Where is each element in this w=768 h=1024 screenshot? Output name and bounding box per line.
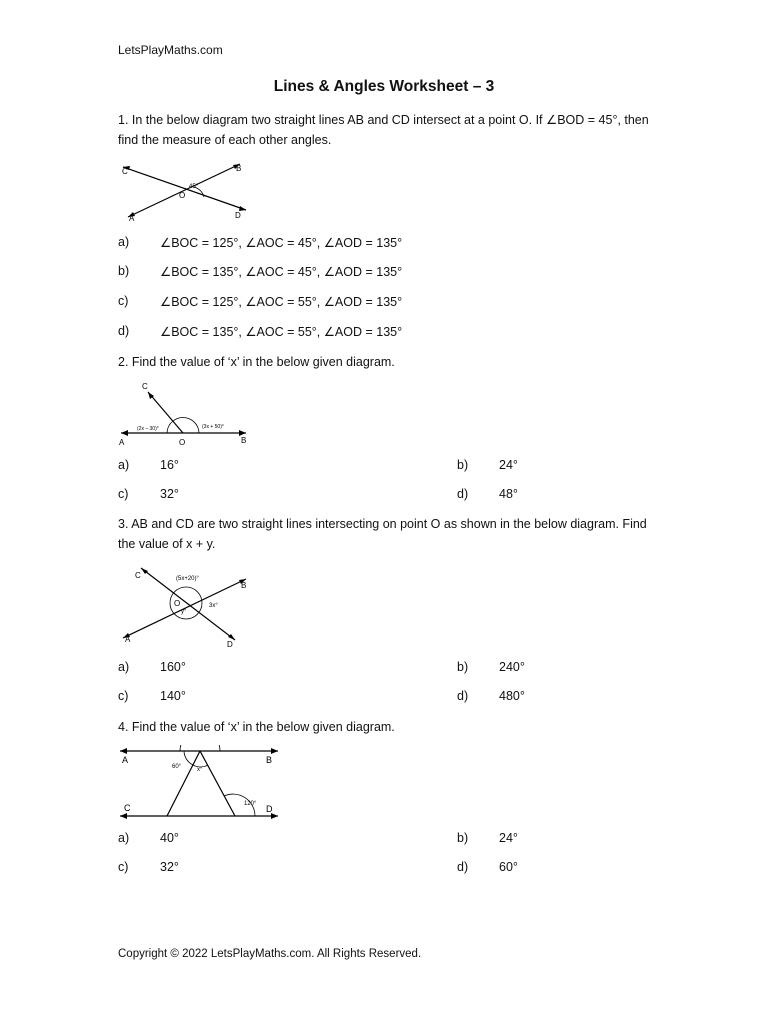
copyright-footer: Copyright © 2022 LetsPlayMaths.com. All Rights Reserved. — [118, 948, 422, 960]
q4-option-b[interactable]: 24° — [499, 831, 518, 845]
worksheet-title: Lines & Angles Worksheet – 3 — [273, 78, 495, 95]
q4-option-c-letter: c) — [118, 860, 129, 874]
q4-option-d-letter: d) — [457, 860, 469, 874]
q2-label-b: B — [241, 436, 247, 445]
q4-angle-60: 60° — [172, 764, 182, 770]
q3-angle-right: 3x° — [209, 603, 218, 609]
q3-option-d[interactable]: 480° — [499, 689, 525, 703]
q2-option-c-letter: c) — [118, 487, 129, 501]
q1-option-c[interactable]: ∠BOC = 125°, ∠AOC = 55°, ∠AOD = 135° — [160, 295, 403, 309]
question-4-diagram — [118, 745, 283, 823]
q3-option-a-letter: a) — [118, 660, 130, 674]
q2-option-d-letter: d) — [457, 487, 469, 501]
q1-label-b: B — [236, 164, 242, 173]
q1-option-d-letter: d) — [118, 324, 130, 338]
site-name: LetsPlayMaths.com — [118, 43, 223, 57]
q2-angle-right: (3x + 50)° — [202, 424, 224, 430]
q2-option-b[interactable]: 24° — [499, 458, 518, 472]
q2-option-a-letter: a) — [118, 458, 130, 472]
q3-option-d-letter: d) — [457, 689, 469, 703]
q1-angle-label: 45° — [189, 184, 199, 190]
q2-option-a[interactable]: 16° — [160, 458, 179, 472]
q4-option-c[interactable]: 32° — [160, 860, 179, 874]
q4-label-c: C — [124, 803, 131, 813]
question-3-diagram — [118, 562, 253, 650]
q3-label-b: B — [241, 581, 247, 590]
q4-option-a[interactable]: 40° — [160, 831, 179, 845]
q3-option-a[interactable]: 160° — [160, 660, 186, 674]
question-4-text: 4. Find the value of ‘x’ in the below given diagram. — [118, 720, 395, 734]
q1-label-c: C — [122, 167, 128, 176]
q4-label-b: B — [266, 755, 273, 765]
q1-option-a-letter: a) — [118, 235, 130, 249]
question-1-diagram — [118, 155, 253, 225]
q1-option-d[interactable]: ∠BOC = 135°, ∠AOC = 55°, ∠AOD = 135° — [160, 325, 403, 339]
q1-label-o: O — [179, 191, 186, 200]
q3-label-d: D — [227, 640, 233, 649]
question-2-text: 2. Find the value of ‘x’ in the below given diagram. — [118, 355, 395, 369]
question-1-text: 1. In the below diagram two straight lines AB and CD intersect at a point O. If ∠BOD = 45°, then find the measure of each other angles. — [118, 113, 649, 147]
q1-option-a[interactable]: ∠BOC = 125°, ∠AOC = 45°, ∠AOD = 135° — [160, 236, 403, 250]
q4-label-d: D — [266, 804, 273, 814]
q4-option-b-letter: b) — [457, 831, 469, 845]
q2-label-a: A — [119, 438, 125, 447]
q2-label-o: O — [179, 438, 186, 447]
q3-angle-top: (5x+20)° — [176, 576, 199, 582]
q1-label-d: D — [235, 211, 241, 220]
q3-label-o: O — [174, 599, 181, 608]
q1-label-a: A — [129, 214, 135, 223]
q1-option-b-letter: b) — [118, 264, 130, 278]
q2-option-c[interactable]: 32° — [160, 487, 179, 501]
q4-angle-120: 120° — [244, 801, 257, 807]
q3-option-b[interactable]: 240° — [499, 660, 525, 674]
q2-option-b-letter: b) — [457, 458, 469, 472]
q2-label-c: C — [142, 382, 148, 391]
q3-option-c-letter: c) — [118, 689, 129, 703]
q4-option-d[interactable]: 60° — [499, 860, 518, 874]
q1-option-c-letter: c) — [118, 294, 129, 308]
q3-angle-bottom: y° — [181, 609, 187, 615]
question-3-text: 3. AB and CD are two straight lines intersecting on point O as shown in the below diagram. Find the value of x + y. — [118, 517, 647, 551]
q3-label-c: C — [135, 571, 141, 580]
q4-angle-x: x° — [197, 767, 203, 773]
q4-label-a: A — [122, 755, 129, 765]
question-2-diagram — [118, 380, 253, 448]
q3-label-a: A — [125, 635, 131, 644]
q1-option-b[interactable]: ∠BOC = 135°, ∠AOC = 45°, ∠AOD = 135° — [160, 265, 403, 279]
q4-option-a-letter: a) — [118, 831, 130, 845]
q2-option-d[interactable]: 48° — [499, 487, 518, 501]
q2-angle-left: (2x – 30)° — [137, 426, 159, 432]
q3-option-c[interactable]: 140° — [160, 689, 186, 703]
q3-option-b-letter: b) — [457, 660, 469, 674]
